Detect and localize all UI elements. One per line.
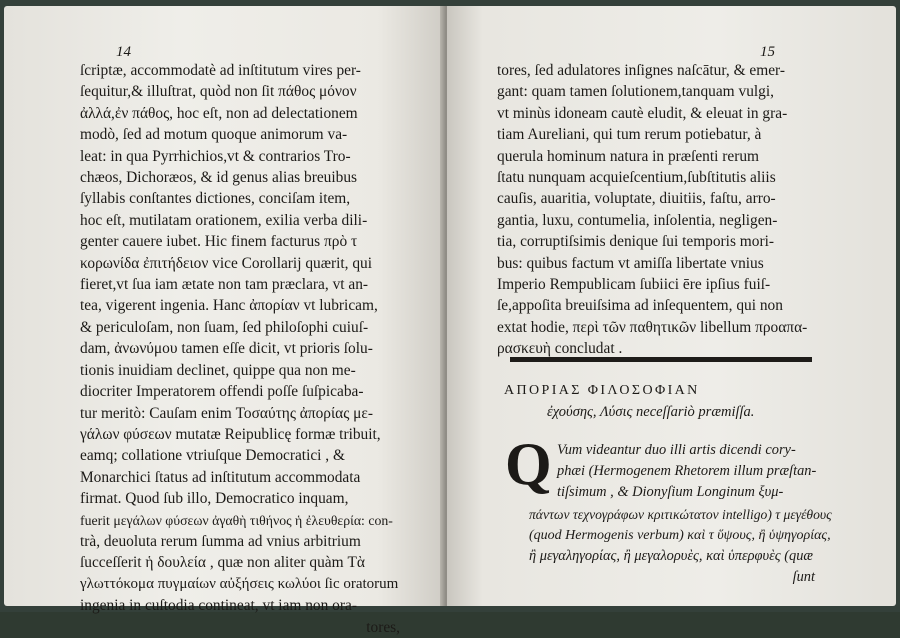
text-line: Vum videantur duo illi artis dicendi cory- [557,442,796,458]
text-line: tiſsimum , & Dionyſium Longinum ξυμ- [557,484,784,501]
text-line: trà, deuoluta rerum ſumma ad vnius arbitrium [80,532,361,550]
text-line: ἢ μεγαληγορίας, ἢ μεγαλορυὲς, καὶ ὑπερφυὲς (quæ [529,548,813,565]
text-line: ſucceſſerit ἡ δουλεία , quæ non aliter quàm Τὰ [80,554,365,572]
text-line: diocriter Imperatorem offendi poſſe ſuſpicaba- [80,383,364,401]
text-line: phæi (Hermogenem Rhetorem illum præſtan- [557,463,817,480]
page-number-right: 15 [760,44,775,60]
text-line: tia, corruptiſsimis denique ſui temporis mori- [497,233,774,251]
text-line: extat hodie, περὶ τῶν παθητικῶν libellum προαπα- [497,318,808,336]
text-line: bus: quibus factum vt amiſſa libertate vnius [497,254,764,272]
text-line: eamq; collatione vtriuſque Democratici , & [80,447,345,465]
text-line: genter cauere iubet. Hic finem facturus πρὸ τ [80,233,358,251]
section-subheading: ἐχούσης, Λύσις neceſſariò præmiſſa. [547,404,755,420]
text-line: leat: in qua Pyrrhichios,vt & contrarios Tro- [80,147,351,165]
text-line: dam, ἀνωνύμου tamen eſſe dicit, vt prioris ſolu- [80,340,373,358]
catchword: ſunt [792,569,815,586]
page-number-left: 14 [116,44,131,60]
text-line: firmat. Quod ſub illo, Democratico inquam, [80,490,349,508]
text-line: Imperio Rempublicam ſubiici ēre ipſius fuiſ- [497,276,771,294]
catchword: tores, [366,618,400,636]
text-line: tores, ſed adulatores inſignes naſcātur, & emer- [497,62,785,79]
text-line: gant: quam tamen ſolutionem,tanquam vulgi, [497,83,774,101]
right-page-body [497,60,827,360]
text-line: tionis inuidiam declinet, quippe qua non me- [80,361,356,379]
text-line: querula hominum natura in præſenti rerum [497,147,760,165]
text-line: ſyllabis conſtantes dictiones, conciſam item, [80,190,351,208]
section-divider-rule [510,357,812,362]
text-line: fieret,vt ſua iam ætate non tam præclara, vt an- [80,276,369,294]
text-line: γάλων φύσεων mutatæ Reipublicę formæ tribuit, [80,425,381,443]
text-line: (quod Hermogenis verbum) καὶ τ ὕψους, ἢ ὑψηγορίας, [529,527,831,543]
italic-paragraph [529,440,837,588]
text-line: cauſis, auaritia, voluptate, diuitiis, faſtu, arro- [497,190,776,208]
text-line: tea, vigerent ingenia. Hanc ἀπορίαν vt lubricam, [80,297,378,315]
left-page-body [80,60,400,638]
right-page [447,6,896,606]
text-line: fuerit μεγάλων φύσεων ἀγαθὴ τιθήνος ἡ ἐλευθερία: con- [80,512,393,528]
text-line: ſequitur,& illuſtrat, quòd non ſit πάθος μόνον [80,83,357,101]
drop-cap: Q [505,431,552,497]
text-line: vt minùs idoneam cautè eludit, & eleuat in gra- [497,104,788,122]
text-line: ſe,appoſita breuiſsima ad inſequentem, qui non [497,297,783,315]
text-line: ἀλλά,ἐν πάθος, hoc eſt, non ad delectationem [80,104,358,122]
text-line: gantia, luxu, contumelia, inſolentia, negligen- [497,211,778,229]
section-heading: ΑΠΟΡΙΑΣ ΦΙΛΟΣΟΦΙΑΝ [504,383,700,398]
text-line: ρασκευὴ concludat . [497,340,623,358]
text-line: ſtatu nunquam acquieſcentium,ſubſtitutis aliis [497,169,776,187]
text-line: chæos, Dichoræos, & id genus alias breuibus [80,169,358,187]
text-line: modò, ſed ad motum quoque animorum va- [80,126,348,144]
text-line: κορωνίδα ἐπιτήδειον vice Corollarij quærit, qui [80,254,373,272]
text-line: hoc eſt, mutilatam orationem, exilia verba dili- [80,211,368,229]
text-line: ingenia in cuſtodia contineat, vt iam non ora- [80,597,357,615]
text-line: πάντων τεχνογράφων κριτικώτατον intelligo) τ μεγέθους [529,506,832,522]
left-page [4,6,444,636]
text-line: γλωττόκομα πυγμαίων αὐξήσεις κωλύοι ſic oratorum [80,575,399,592]
text-line: Monarchici ſtatus ad inſtitutum accommodata [80,468,361,486]
text-line: tur meritò: Cauſam enim Τοσαύτης ἀπορίας με- [80,404,373,422]
text-line: & periculoſam, non ſuam, ſed philoſophi cuiuſ- [80,318,369,336]
text-line: tiam Aureliani, qui tum rerum potiebatur, à [497,126,762,144]
text-line: ſcriptæ, accommodatè ad inſtitutum vires per- [80,62,361,79]
